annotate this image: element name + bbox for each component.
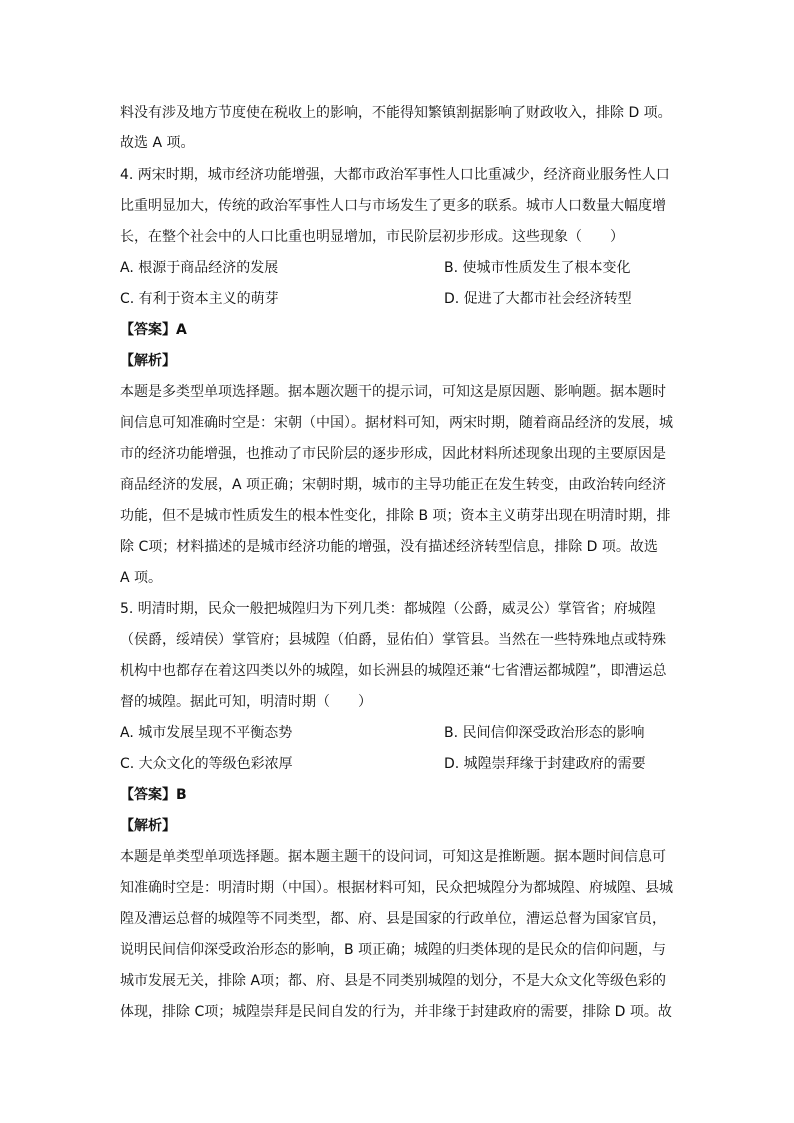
question-5-analysis-line: 城市发展无关，排除 A项；都、府、县是不同类别城隍的划分，不是大众文化等级色彩的 <box>120 973 667 989</box>
question-5-stem-line-3: 机构中也都存在着这四类以外的城隍，如长洲县的城隍还兼“七省漕运都城隍”，即漕运总 <box>120 663 667 679</box>
question-5-stem-line-1: 5. 明清时期，民众一般把城隍归为下列几类：都城隍（公爵，威灵公）掌管省；府城隍 <box>120 601 656 617</box>
question-5-analysis-line: 知准确时空是：明清时期（中国）。根据材料可知，民众把城隍分为都城隍、府城隍、县城 <box>120 880 673 896</box>
question-4-option-d: D. 促进了大都市社会经济转型 <box>444 291 632 307</box>
question-5-option-b: B. 民间信仰深受政治形态的影响 <box>444 725 645 741</box>
text-line: 料没有涉及地方节度使在税收上的影响，不能得知繁镇割据影响了财政收入，排除 D 项。 <box>120 105 672 121</box>
question-5-option-c: C. 大众文化的等级色彩浓厚 <box>120 756 293 772</box>
question-5-option-d: D. 城隍崇拜缘于封建政府的需要 <box>444 756 646 772</box>
question-4-analysis-line: 除 C项；材料描述的是城市经济功能的增强，没有描述经济转型信息，排除 D 项。故选 <box>120 539 658 555</box>
question-5-analysis-line: 本题是单类型单项选择题。据本题主题干的设问词，可知这是推断题。据本题时间信息可 <box>120 849 666 865</box>
question-4-analysis-line: A 项。 <box>120 570 163 586</box>
question-4-answer: 【答案】A <box>120 322 187 338</box>
question-5-analysis-line: 说明民间信仰深受政治形态的影响，B 项正确；城隍的归类体现的是民众的信仰问题，与 <box>120 942 667 958</box>
question-4-stem-line-3: 长，在整个社会中的人口比重也明显增加，市民阶层初步形成。这些现象（ ） <box>120 229 624 245</box>
question-4-analysis-line: 间信息可知准确时空是：宋朝（中国）。据材料可知，两宋时期，随着商品经济的发展，城 <box>120 415 673 431</box>
question-5-analysis-line: 隍及漕运总督的城隍等不同类型，都、府、县是国家的行政单位，漕运总督为国家官员， <box>120 911 666 927</box>
question-5-analysis-line: 体现，排除 C项；城隍崇拜是民间自发的行为，并非缘于封建政府的需要，排除 D 项。故 <box>120 1004 672 1020</box>
question-4-stem-line-2: 比重明显加大，传统的政治军事性人口与市场发生了更多的联系。城市人口数量大幅度增 <box>120 198 666 214</box>
question-4-analysis-line: 商品经济的发展，A 项正确；宋朝时期，城市的主导功能正在发生转变，由政治转向经济 <box>120 477 667 493</box>
text-line: 故选 A 项。 <box>120 135 195 151</box>
question-4-analysis-line: 市的经济功能增强，也推动了市民阶层的逐步形成，因此材料所述现象出现的主要原因是 <box>120 446 666 462</box>
question-4-analysis-heading: 【解析】 <box>120 353 176 369</box>
question-4-analysis-line: 功能，但不是城市性质发生的根本性变化，排除 B 项；资本主义萌芽出现在明清时期，排 <box>120 508 671 524</box>
question-5-stem-line-2: （侯爵，绥靖侯）掌管府；县城隍（伯爵，显佑伯）掌管县。当然在一些特殊地点或特殊 <box>120 632 666 648</box>
question-4-option-a: A. 根源于商品经济的发展 <box>120 260 279 276</box>
question-5-answer: 【答案】B <box>120 787 187 803</box>
question-4-option-c: C. 有利于资本主义的萌芽 <box>120 291 279 307</box>
question-5-analysis-heading: 【解析】 <box>120 818 176 834</box>
question-4-stem-line-1: 4. 两宋时期，城市经济功能增强，大都市政治军事性人口比重减少，经济商业服务性人口 <box>120 167 670 183</box>
question-5-stem-line-4: 督的城隍。据此可知，明清时期（ ） <box>120 694 372 710</box>
question-4-analysis-line: 本题是多类型单项选择题。据本题次题干的提示词，可知这是原因题、影响题。据本题时 <box>120 384 666 400</box>
question-5-option-a: A. 城市发展呈现不平衡态势 <box>120 725 293 741</box>
question-4-option-b: B. 使城市性质发生了根本变化 <box>444 260 631 276</box>
